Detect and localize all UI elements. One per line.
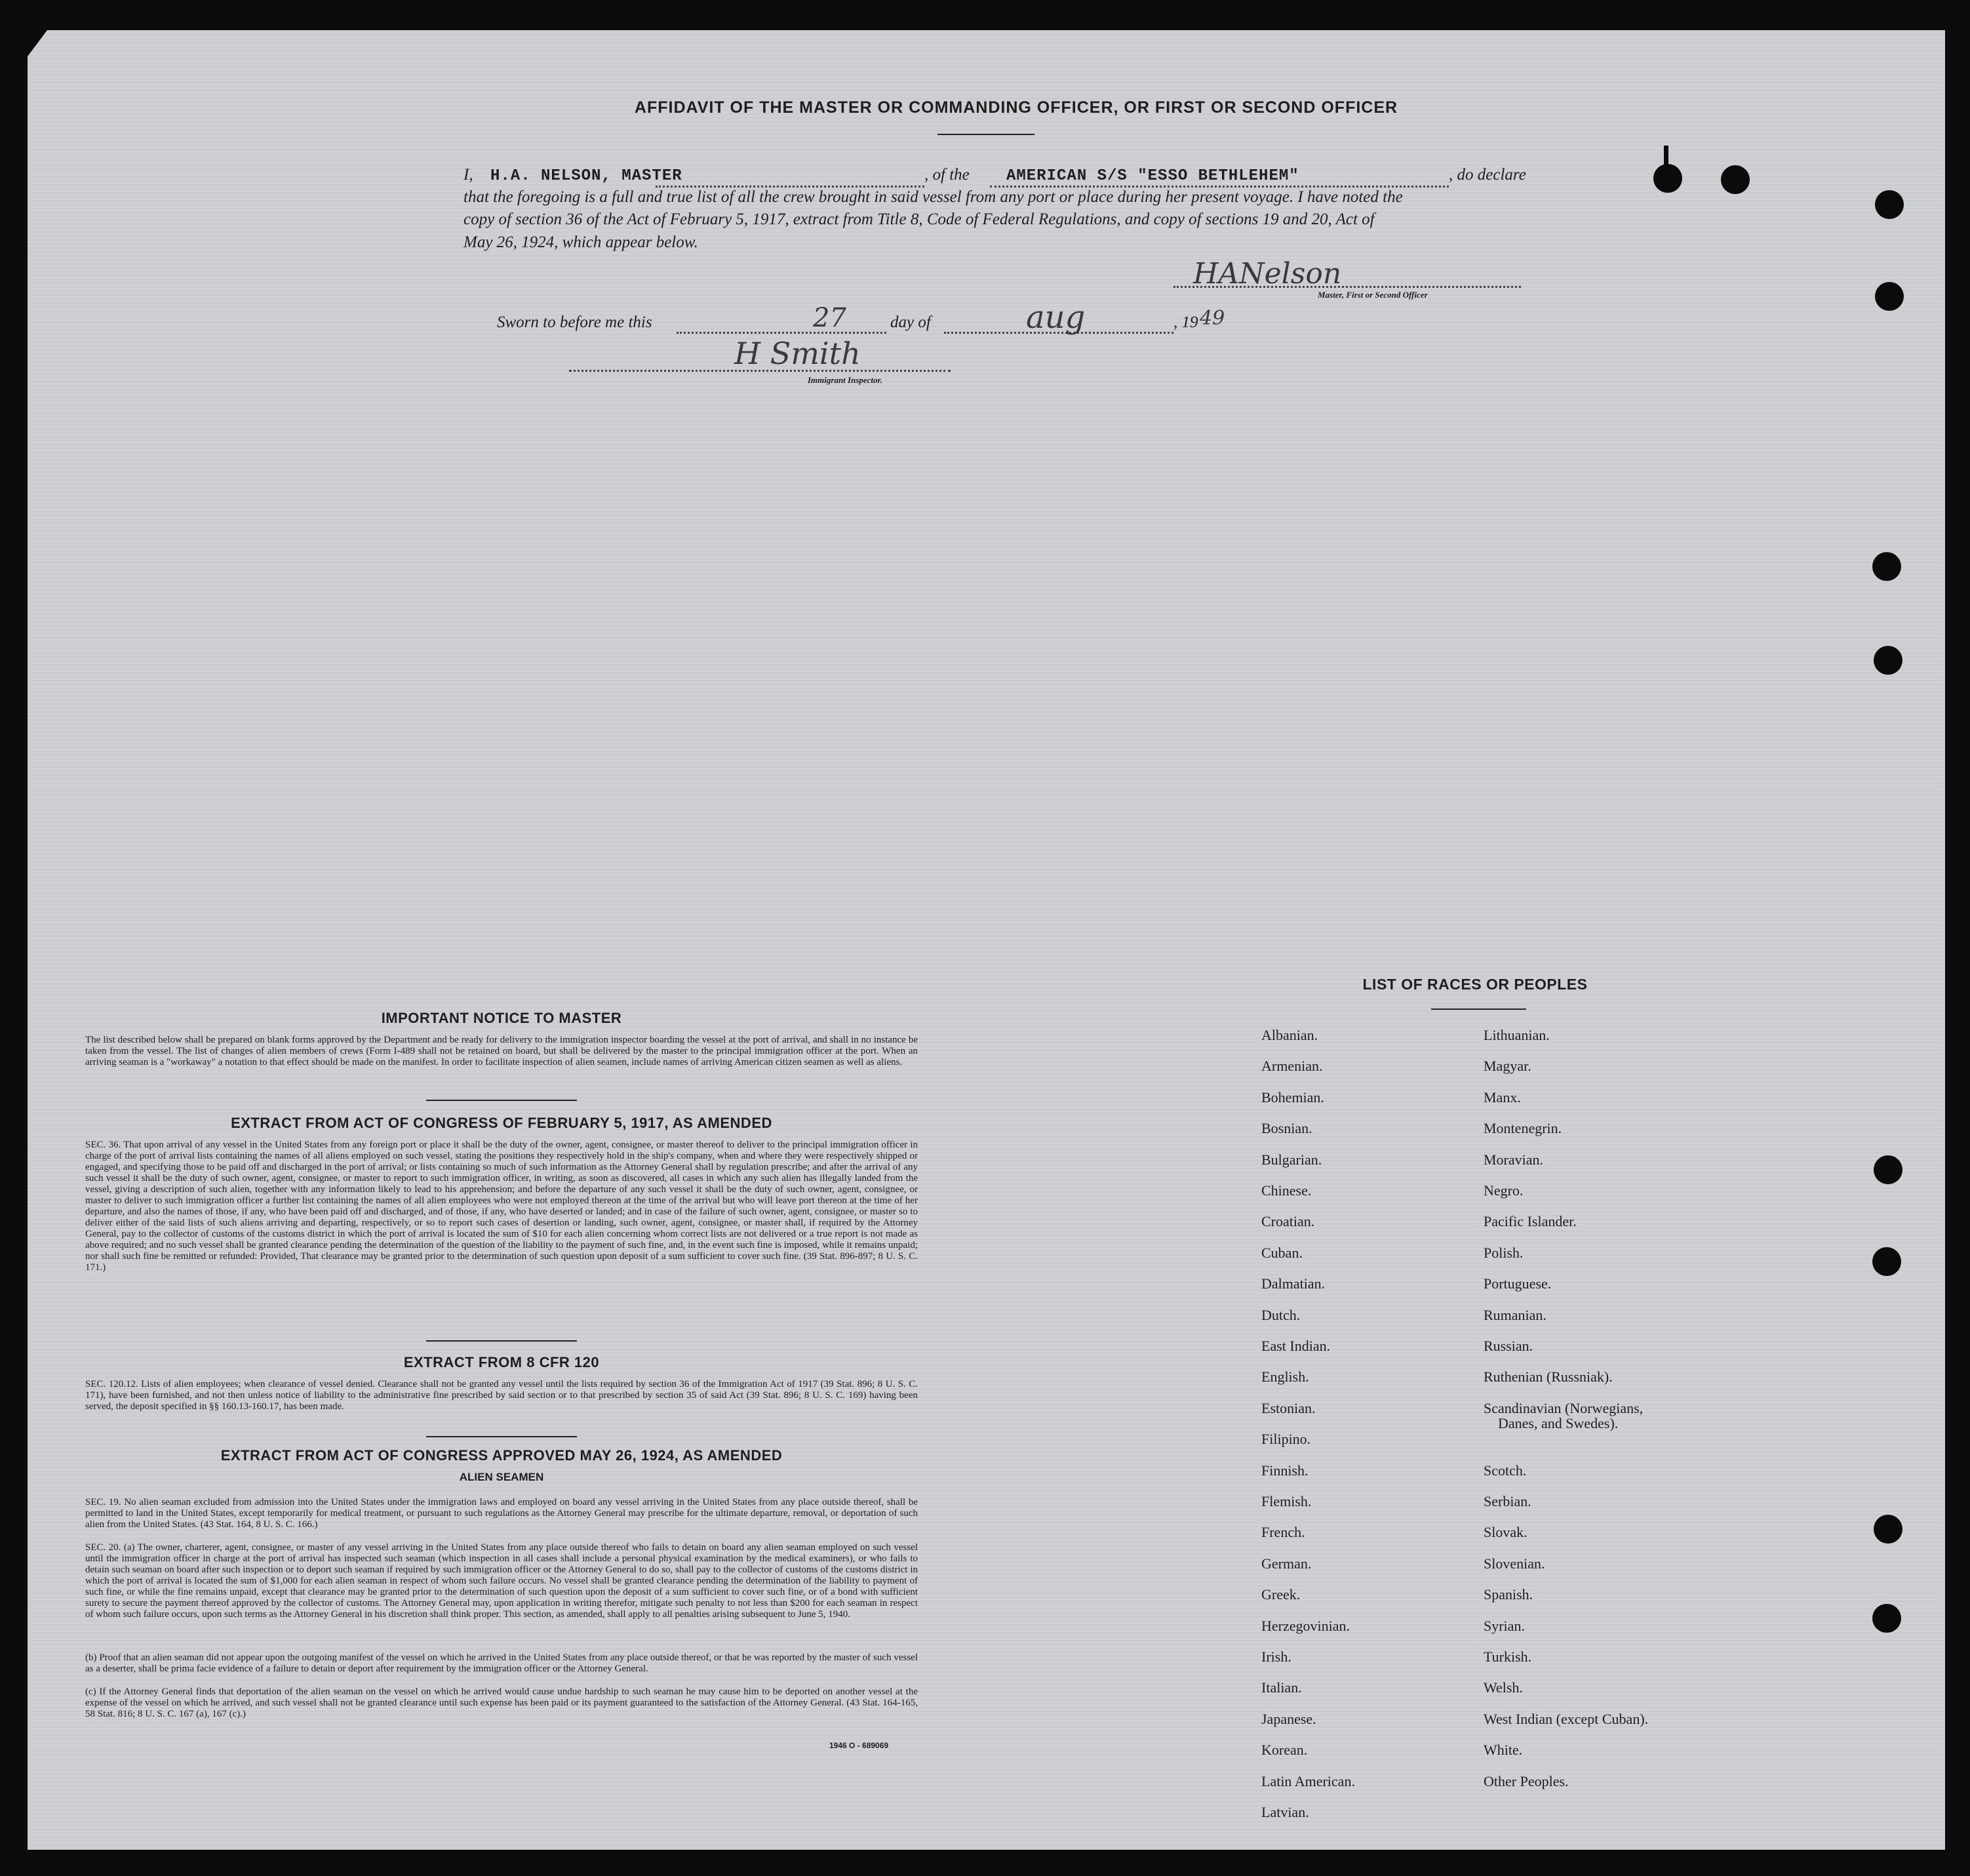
binder-hole bbox=[1874, 1515, 1902, 1544]
race-item: French. bbox=[1261, 1524, 1305, 1541]
race-item: Armenian. bbox=[1261, 1058, 1323, 1075]
do-declare-label: , do declare bbox=[1449, 166, 1526, 184]
notice-divider bbox=[426, 1100, 577, 1101]
race-item: Filipino. bbox=[1261, 1431, 1311, 1448]
binder-hole bbox=[1874, 646, 1902, 675]
title-underline bbox=[937, 134, 1034, 135]
binder-hole bbox=[1872, 552, 1901, 581]
name-fill-line bbox=[656, 186, 924, 188]
race-item: Irish. bbox=[1261, 1648, 1291, 1665]
race-item: Polish. bbox=[1484, 1244, 1524, 1261]
binder-hole bbox=[1721, 165, 1750, 194]
declaration-line-2: that the foregoing is a full and true list of all the crew brought in said vessel from any port or place during her present voyage. I have noted the bbox=[463, 188, 1403, 206]
race-item: Syrian. bbox=[1484, 1617, 1525, 1634]
race-item: Italian. bbox=[1261, 1679, 1302, 1696]
binder-hole-notch bbox=[1664, 146, 1668, 168]
race-item: Lithuanian. bbox=[1484, 1027, 1550, 1043]
races-heading: LIST OF RACES OR PEOPLES bbox=[1362, 976, 1588, 993]
of-the-label: , of the bbox=[924, 166, 970, 184]
day-fill-line bbox=[677, 332, 886, 334]
race-item: Korean. bbox=[1261, 1742, 1308, 1759]
inspector-line bbox=[569, 370, 951, 372]
race-item: Slovak. bbox=[1484, 1524, 1527, 1541]
race-item: Dutch. bbox=[1261, 1306, 1301, 1323]
race-item: Bohemian. bbox=[1261, 1088, 1324, 1106]
notice-body: The list described below shall be prepared on blank forms approved by the Department and be ready for delivery to the immigration inspector boarding the vessel at the port of arrival, and shall in no instance be taken from the vessel. The list of changes of alien members of crews (Form I-489 shall not be retained on board, but shall be delivered by the master to the principal immigration officer at the port. When an arriving seaman is a "workaway" a notation to that effect should be made on the manifest. In order to facilitate inspection of alien seamen, include names of arriving American citizen seamen as well as aliens. bbox=[85, 1035, 918, 1068]
sec-20b-text: (b) Proof that an alien seaman did not appear upon the outgoing manifest of the vessel on which he arrived in the United States from any place outside thereof, or that he was reported by the master of such vessel as a deserter, shall be prima facie evidence of a failure to detain or deport after requirement by the immigration officer or the Attorney General. bbox=[85, 1652, 918, 1674]
race-item: Finnish. bbox=[1261, 1462, 1309, 1479]
race-item: Turkish. bbox=[1484, 1648, 1532, 1665]
notice-heading: IMPORTANT NOTICE TO MASTER bbox=[381, 1010, 622, 1026]
race-item: Rumanian. bbox=[1484, 1306, 1546, 1323]
print-code: 1946 O - 689069 bbox=[829, 1741, 889, 1750]
form-title: AFFIDAVIT OF THE MASTER OR COMMANDING OFFICER, OR FIRST OR SECOND OFFICER bbox=[634, 98, 1398, 117]
race-item: East Indian. bbox=[1261, 1338, 1331, 1354]
binder-hole bbox=[1872, 1604, 1901, 1633]
race-item: Welsh. bbox=[1484, 1679, 1523, 1696]
race-item: Montenegrin. bbox=[1484, 1120, 1562, 1137]
master-name: H.A. NELSON, MASTER bbox=[490, 167, 682, 185]
race-item: Croatian. bbox=[1261, 1213, 1315, 1230]
sworn-year: 49 bbox=[1200, 307, 1225, 330]
extract-cfr-body: SEC. 120.12. Lists of alien employees; when clearance of vessel denied. Clearance shall not be granted any vessel until the lists required by section 36 of the Immigration Act of 1917 (39 Stat. 896; 8 U. S. C. 171), have been furnished, and not then unless notice of liability to the administrative fine prescribed by said section or to that prescribed by section 35 of said Act (39 Stat. 896; 8 U. S. C. 169) having been served, the deposit specified in §§ 160.13-160.17, has been made. bbox=[85, 1379, 918, 1412]
race-item: Negro. bbox=[1484, 1182, 1524, 1199]
extract-1917-heading: EXTRACT FROM ACT OF CONGRESS OF FEBRUARY 5, 1917, AS AMENDED bbox=[231, 1115, 772, 1131]
folded-corner bbox=[28, 30, 47, 56]
race-item: Serbian. bbox=[1484, 1493, 1531, 1509]
master-signature: HANelson bbox=[1193, 257, 1342, 290]
declaration-line-3: copy of section 36 of the Act of February 5, 1917, extract from Title 8, Code of Federal Regulations, and copy of sections 19 and 20, Act of bbox=[463, 210, 1375, 228]
race-item: Danes, and Swedes). bbox=[1498, 1415, 1619, 1431]
race-item: Portuguese. bbox=[1484, 1275, 1552, 1292]
vessel-fill-line bbox=[990, 186, 1449, 188]
signature-line bbox=[1173, 286, 1521, 288]
year-prefix: , 19 bbox=[1173, 313, 1198, 331]
declaration-line-4: May 26, 1924, which appear below. bbox=[463, 233, 698, 251]
binder-hole bbox=[1875, 190, 1904, 219]
races-underline bbox=[1431, 1008, 1526, 1010]
race-item: Ruthenian (Russniak). bbox=[1484, 1368, 1613, 1386]
sec-20a-text: SEC. 20. (a) The owner, charterer, agent, consignee, or master of any vessel arriving in the United States from any place outside thereof who fails to detain on board any alien seaman employed on such vessel until the immigration officer in charge at the port of arrival has inspected such seaman (which inspection in all cases shall include a personal physical examination by the medical examiners), or who fails to detain such seaman on board after such inspection or to deport such seaman if required by such immigration officer or the Attorney General to do so, shall pay to the collector of customs of the customs district in which the port of arrival is located the sum of $1,000 for each alien seaman in respect of whom such failure occurs. No vessel shall be granted clearance pending the determination of the liability to payment of such fine, or while the fine remains unpaid, except that clearance may be granted prior to the determination of such question upon the deposit of a sum sufficient to cover such fine, or of a bond with sufficient surety to secure the payment thereof approved by the collector of customs. The Attorney General may, upon application in writing therefor, mitigate such penalty to not less than $200 for each seaman in respect of whom such failure occurs, upon such terms as the Attorney General in his discretion shall think proper. This section, as amended, shall apply to all penalties arising subsequent to June 5, 1940. bbox=[85, 1542, 918, 1620]
binder-hole bbox=[1875, 282, 1904, 311]
race-item: German. bbox=[1261, 1555, 1312, 1572]
race-item: Scotch. bbox=[1484, 1462, 1527, 1479]
extract-1917-divider bbox=[426, 1340, 577, 1342]
race-item: Albanian. bbox=[1261, 1027, 1318, 1043]
master-caption: Master, First or Second Officer bbox=[1318, 290, 1428, 300]
extract-1924-heading: EXTRACT FROM ACT OF CONGRESS APPROVED MAY 26, 1924, AS AMENDED bbox=[220, 1447, 783, 1464]
race-item: Greek. bbox=[1261, 1586, 1301, 1603]
race-item: Dalmatian. bbox=[1261, 1275, 1326, 1292]
race-item: Flemish. bbox=[1261, 1493, 1312, 1509]
race-item: Manx. bbox=[1484, 1088, 1521, 1106]
race-item: Scandinavian (Norwegians, bbox=[1484, 1399, 1644, 1416]
race-item: Chinese. bbox=[1261, 1182, 1312, 1199]
race-item: English. bbox=[1261, 1368, 1309, 1386]
race-item: Bosnian. bbox=[1261, 1120, 1312, 1137]
extract-1917-body: SEC. 36. That upon arrival of any vessel in the United States from any foreign port or place it shall be the duty of the owner, agent, consignee, or master thereof to deliver to the principal immigration officer in charge of the port of arrival lists containing the names of all aliens employed on such vessel, stating the positions they respectively hold in the ship's company, when and where they were respectively shipped or engaged, and specifying those to be paid off and discharged in the port of arrival; or lists containing so much of such information as the Attorney General shall by regulation prescribe; and after the arrival of any such vessel it shall be the duty of such owner, agent, consignee, or master to report to such immigration officer, in writing, as soon as discovered, all cases in which any such alien has illegally landed from the vessel, giving a description of such alien, together with any information likely to lead to his apprehension; and before the departure of any such vessel it shall be the duty of such owner, agent, consignee, or master to deliver to such immigration officer a further list containing the names of all alien employees who were not employed thereon at the time of the arrival but who will leave port thereon at the time of her departure, and also the names of those, if any, who have been paid off and discharged, and of those, if any, who have deserted or landed; and in case of the failure of such owner, agent, consignee, or master so to deliver either of the said lists of such aliens arriving and departing, respectively, or so to report such cases of desertion or landing, such owner, agent, consignee, or master shall, if required by the Attorney General, pay to the collector of customs of the customs district in which the port of arrival is located the sum of $10 for each alien concerning whom correct lists are not delivered or a true report is not made as above required; and no such vessel shall be granted clearance pending the determination of the question of the liability to the payment of such fine, and, in the event such fine is imposed, while it remains unpaid; nor shall such fine be remitted or refunded: Provided, That clearance may be granted prior to the determination of such question upon deposit of a sum sufficient to cover such fine. (39 Stat. 896-897; 8 U. S. C. 171.) bbox=[85, 1140, 918, 1273]
race-item: Slovenian. bbox=[1484, 1555, 1545, 1572]
race-item: Pacific Islander. bbox=[1484, 1213, 1577, 1230]
inspector-caption: Immigrant Inspector. bbox=[808, 375, 883, 385]
race-item: White. bbox=[1484, 1742, 1523, 1759]
race-item: Herzegovinian. bbox=[1261, 1617, 1350, 1634]
inspector-signature: H Smith bbox=[734, 336, 861, 371]
sworn-day: 27 bbox=[813, 303, 846, 333]
race-item: West Indian (except Cuban). bbox=[1484, 1710, 1649, 1727]
sworn-month: aug bbox=[1026, 299, 1086, 336]
binder-hole bbox=[1874, 1155, 1902, 1184]
race-item: Russian. bbox=[1484, 1338, 1533, 1354]
binder-hole bbox=[1653, 164, 1682, 193]
sec-20c-text: (c) If the Attorney General finds that deportation of the alien seaman on the vessel on which he arrived would cause undue hardship to such seaman he may cause him to be deported on another vessel at the expense of the vessel on which he arrived, and such vessel shall not be granted clearance until such expense has been paid or its payment guaranteed to the satisfaction of the Attorney General. (43 Stat. 164-165, 58 Stat. 816; 8 U. S. C. 167 (a), 167 (c).) bbox=[85, 1686, 918, 1719]
extract-cfr-heading: EXTRACT FROM 8 CFR 120 bbox=[403, 1354, 600, 1370]
race-item: Spanish. bbox=[1484, 1586, 1533, 1603]
race-item: Latin American. bbox=[1261, 1772, 1355, 1789]
race-item: Moravian. bbox=[1484, 1151, 1544, 1168]
day-of-label: day of bbox=[890, 313, 931, 331]
binder-hole bbox=[1872, 1247, 1901, 1276]
sec-19-text: SEC. 19. No alien seaman excluded from admission into the United States under the immigration laws and employed on board any vessel arriving in the United States from any place outside thereof, shall be permitted to land in the United States, except temporarily for medical treatment, or pursuant to such regulations as the Attorney General may prescribe for the ultimate departure, removal, or deportation of such alien from the United States. (43 Stat. 164, 8 U. S. C. 166.) bbox=[85, 1497, 918, 1530]
race-item: Estonian. bbox=[1261, 1399, 1316, 1416]
race-item: Other Peoples. bbox=[1484, 1772, 1569, 1789]
race-item: Cuban. bbox=[1261, 1244, 1303, 1261]
vessel-name: AMERICAN S/S "ESSO BETHLEHEM" bbox=[1006, 167, 1299, 185]
declaration-prefix: I, bbox=[463, 166, 473, 184]
race-item: Magyar. bbox=[1484, 1058, 1531, 1075]
race-item: Latvian. bbox=[1261, 1804, 1309, 1820]
race-item: Japanese. bbox=[1261, 1710, 1316, 1727]
race-item: Bulgarian. bbox=[1261, 1151, 1322, 1168]
extract-cfr-divider bbox=[426, 1436, 577, 1437]
extract-1924-subheading: ALIEN SEAMEN bbox=[459, 1471, 544, 1483]
sworn-label: Sworn to before me this bbox=[497, 313, 652, 331]
